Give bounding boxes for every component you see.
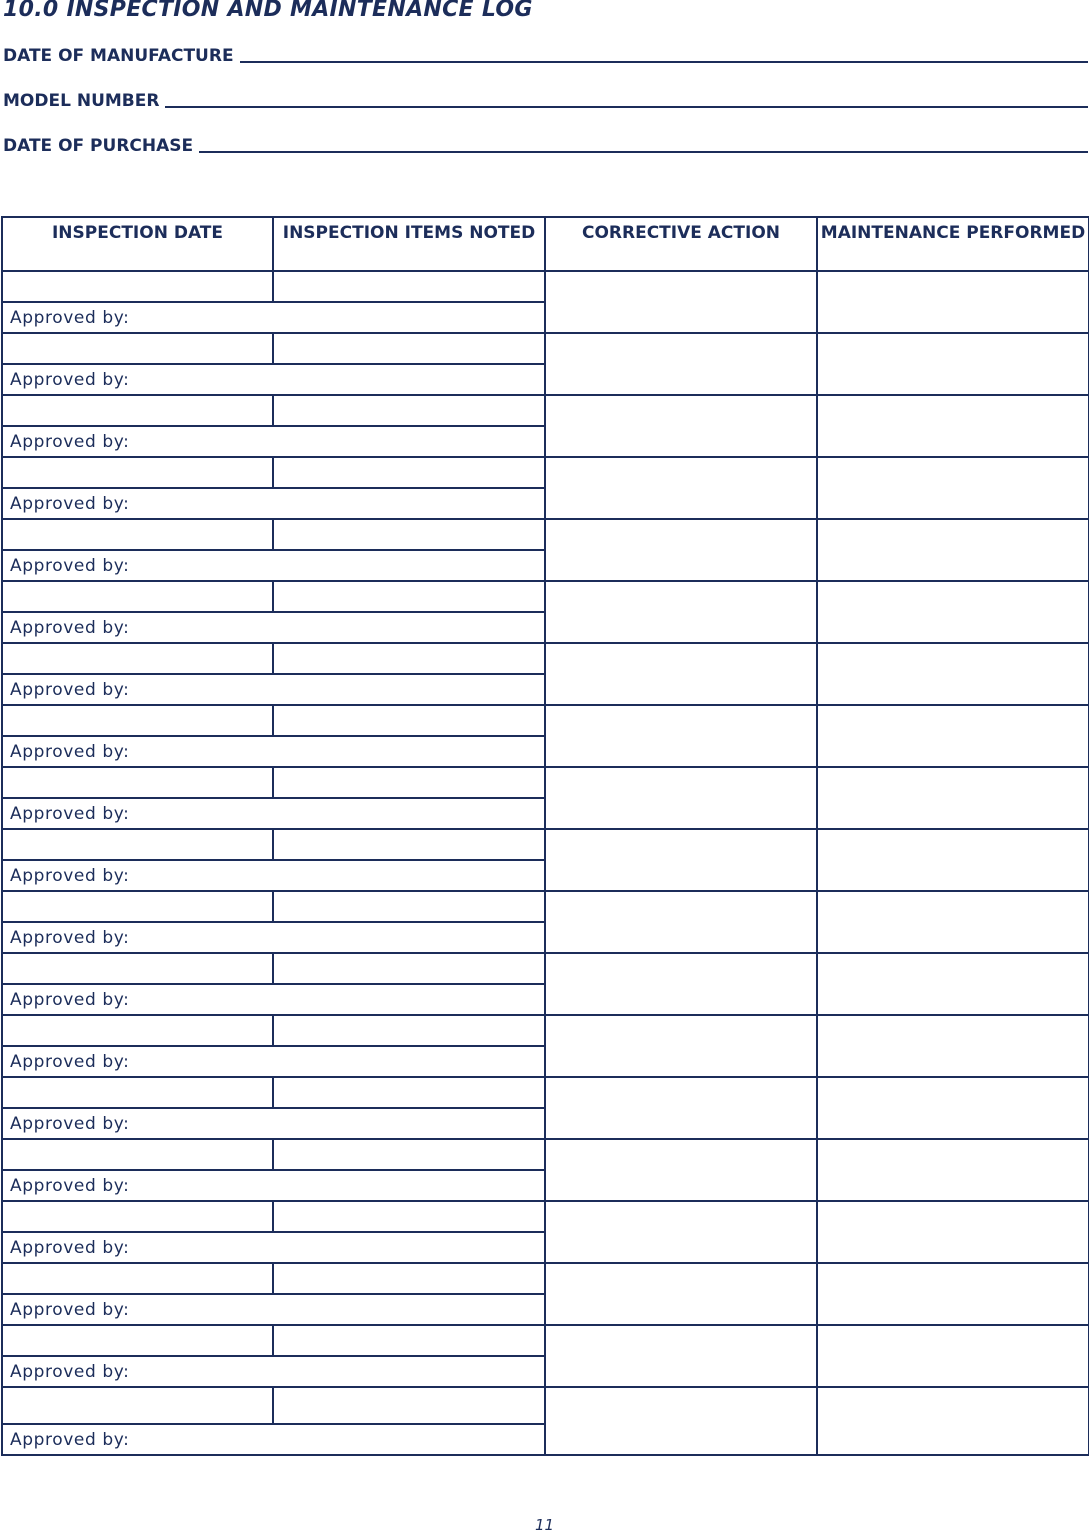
inspection-items-cell[interactable] — [273, 581, 545, 612]
date-of-manufacture-label: DATE OF MANUFACTURE — [3, 46, 234, 66]
corrective-action-cell[interactable] — [545, 1201, 817, 1263]
log-entry-top-row — [2, 457, 1089, 488]
corrective-action-cell[interactable] — [545, 1015, 817, 1077]
approved-by-cell[interactable]: Approved by: — [2, 984, 545, 1015]
inspection-date-cell[interactable] — [2, 829, 273, 860]
log-entry-top-row — [2, 953, 1089, 984]
inspection-items-cell[interactable] — [273, 1387, 545, 1424]
maintenance-performed-cell[interactable] — [817, 829, 1089, 891]
inspection-date-cell[interactable] — [2, 395, 273, 426]
model-number-input-line[interactable] — [165, 106, 1088, 108]
log-entry-top-row — [2, 891, 1089, 922]
approved-by-cell[interactable]: Approved by: — [2, 798, 545, 829]
corrective-action-cell[interactable] — [545, 829, 817, 891]
maintenance-performed-cell[interactable] — [817, 953, 1089, 1015]
maintenance-performed-cell[interactable] — [817, 1263, 1089, 1325]
corrective-action-cell[interactable] — [545, 271, 817, 333]
inspection-date-cell[interactable] — [2, 1387, 273, 1424]
inspection-items-cell[interactable] — [273, 1325, 545, 1356]
maintenance-performed-cell[interactable] — [817, 1139, 1089, 1201]
model-number-label: MODEL NUMBER — [3, 91, 160, 111]
inspection-date-cell[interactable] — [2, 333, 273, 364]
approved-by-cell[interactable]: Approved by: — [2, 1232, 545, 1263]
maintenance-performed-cell[interactable] — [817, 271, 1089, 333]
log-entry-top-row — [2, 1139, 1089, 1170]
inspection-items-cell[interactable] — [273, 457, 545, 488]
corrective-action-cell[interactable] — [545, 767, 817, 829]
log-entry-top-row — [2, 395, 1089, 426]
inspection-date-cell[interactable] — [2, 705, 273, 736]
approved-by-cell[interactable]: Approved by: — [2, 1170, 545, 1201]
inspection-date-cell[interactable] — [2, 1139, 273, 1170]
inspection-log-table — [1, 216, 1089, 1456]
corrective-action-cell[interactable] — [545, 1387, 817, 1455]
maintenance-performed-cell[interactable] — [817, 643, 1089, 705]
inspection-items-cell[interactable] — [273, 1077, 545, 1108]
log-entry-top-row — [2, 1015, 1089, 1046]
inspection-items-cell[interactable] — [273, 1139, 545, 1170]
date-of-purchase-input-line[interactable] — [199, 151, 1088, 153]
corrective-action-cell[interactable] — [545, 1077, 817, 1139]
corrective-action-cell[interactable] — [545, 953, 817, 1015]
corrective-action-cell[interactable] — [545, 333, 817, 395]
maintenance-performed-cell[interactable] — [817, 767, 1089, 829]
approved-by-cell[interactable]: Approved by: — [2, 1356, 545, 1387]
inspection-date-cell[interactable] — [2, 1077, 273, 1108]
inspection-items-cell[interactable] — [273, 891, 545, 922]
log-entry-top-row — [2, 1263, 1089, 1294]
maintenance-performed-cell[interactable] — [817, 581, 1089, 643]
approved-by-cell[interactable]: Approved by: — [2, 488, 545, 519]
approved-by-cell[interactable]: Approved by: — [2, 302, 545, 333]
table-header-row — [2, 217, 1089, 271]
header-inspection-date: INSPECTION DATE — [2, 217, 273, 271]
log-entry-top-row — [2, 333, 1089, 364]
approved-by-cell[interactable]: Approved by: — [2, 922, 545, 953]
inspection-items-cell[interactable] — [273, 1263, 545, 1294]
model-number-field — [3, 87, 1088, 111]
log-entry-top-row — [2, 705, 1089, 736]
header-corrective-action: CORRECTIVE ACTION — [545, 217, 817, 271]
date-of-manufacture-input-line[interactable] — [240, 61, 1088, 63]
corrective-action-cell[interactable] — [545, 891, 817, 953]
maintenance-performed-cell[interactable] — [817, 705, 1089, 767]
inspection-items-cell[interactable] — [273, 829, 545, 860]
inspection-date-cell[interactable] — [2, 1263, 273, 1294]
log-entry-top-row — [2, 1077, 1089, 1108]
corrective-action-cell[interactable] — [545, 457, 817, 519]
date-of-purchase-label: DATE OF PURCHASE — [3, 136, 194, 156]
inspection-date-cell[interactable] — [2, 457, 273, 488]
maintenance-performed-cell[interactable] — [817, 333, 1089, 395]
maintenance-performed-cell[interactable] — [817, 1325, 1089, 1387]
inspection-items-cell[interactable] — [273, 953, 545, 984]
inspection-items-cell[interactable] — [273, 1201, 545, 1232]
maintenance-performed-cell[interactable] — [817, 395, 1089, 457]
inspection-items-cell[interactable] — [273, 1015, 545, 1046]
log-entry-top-row — [2, 1325, 1089, 1356]
page-title: 10.0 INSPECTION AND MAINTENANCE LOG — [3, 0, 533, 22]
header-maintenance-performed: MAINTENANCE PERFORMED — [817, 217, 1089, 271]
inspection-date-cell[interactable] — [2, 643, 273, 674]
log-entry-top-row — [2, 767, 1089, 798]
approved-by-cell[interactable]: Approved by: — [2, 364, 545, 395]
approved-by-cell[interactable]: Approved by: — [2, 1424, 545, 1455]
maintenance-performed-cell[interactable] — [817, 1201, 1089, 1263]
inspection-items-cell[interactable] — [273, 519, 545, 550]
log-entry-top-row — [2, 581, 1089, 612]
maintenance-performed-cell[interactable] — [817, 1077, 1089, 1139]
log-entry-top-row — [2, 519, 1089, 550]
header-inspection-items-noted: INSPECTION ITEMS NOTED — [273, 217, 545, 271]
page-number: 11 — [534, 1516, 555, 1533]
inspection-items-cell[interactable] — [273, 705, 545, 736]
log-entry-top-row — [2, 1387, 1089, 1424]
date-of-purchase-field — [3, 132, 1088, 156]
corrective-action-cell[interactable] — [545, 643, 817, 705]
approved-by-cell[interactable]: Approved by: — [2, 426, 545, 457]
approved-by-cell[interactable]: Approved by: — [2, 1046, 545, 1077]
inspection-date-cell[interactable] — [2, 271, 273, 302]
inspection-items-cell[interactable] — [273, 333, 545, 364]
corrective-action-cell[interactable] — [545, 705, 817, 767]
corrective-action-cell[interactable] — [545, 1325, 817, 1387]
approved-by-cell[interactable]: Approved by: — [2, 1108, 545, 1139]
inspection-items-cell[interactable] — [273, 395, 545, 426]
approved-by-cell[interactable]: Approved by: — [2, 550, 545, 581]
maintenance-performed-cell[interactable] — [817, 457, 1089, 519]
corrective-action-cell[interactable] — [545, 1139, 817, 1201]
inspection-date-cell[interactable] — [2, 891, 273, 922]
approved-by-cell[interactable]: Approved by: — [2, 1294, 545, 1325]
approved-by-cell[interactable]: Approved by: — [2, 674, 545, 705]
inspection-date-cell[interactable] — [2, 1325, 273, 1356]
inspection-date-cell[interactable] — [2, 953, 273, 984]
inspection-items-cell[interactable] — [273, 767, 545, 798]
approved-by-cell[interactable]: Approved by: — [2, 736, 545, 767]
corrective-action-cell[interactable] — [545, 519, 817, 581]
inspection-date-cell[interactable] — [2, 767, 273, 798]
approved-by-cell[interactable]: Approved by: — [2, 860, 545, 891]
date-of-manufacture-field — [3, 42, 1088, 66]
inspection-date-cell[interactable] — [2, 1015, 273, 1046]
inspection-items-cell[interactable] — [273, 271, 545, 302]
log-entry-top-row — [2, 1201, 1089, 1232]
corrective-action-cell[interactable] — [545, 581, 817, 643]
inspection-items-cell[interactable] — [273, 643, 545, 674]
inspection-date-cell[interactable] — [2, 581, 273, 612]
maintenance-performed-cell[interactable] — [817, 519, 1089, 581]
maintenance-performed-cell[interactable] — [817, 1015, 1089, 1077]
maintenance-performed-cell[interactable] — [817, 1387, 1089, 1455]
log-entry-top-row — [2, 829, 1089, 860]
corrective-action-cell[interactable] — [545, 395, 817, 457]
inspection-date-cell[interactable] — [2, 1201, 273, 1232]
log-entry-top-row — [2, 643, 1089, 674]
approved-by-cell[interactable]: Approved by: — [2, 612, 545, 643]
log-entries — [2, 271, 1089, 1455]
inspection-date-cell[interactable] — [2, 519, 273, 550]
corrective-action-cell[interactable] — [545, 1263, 817, 1325]
log-entry-top-row — [2, 271, 1089, 302]
maintenance-performed-cell[interactable] — [817, 891, 1089, 953]
